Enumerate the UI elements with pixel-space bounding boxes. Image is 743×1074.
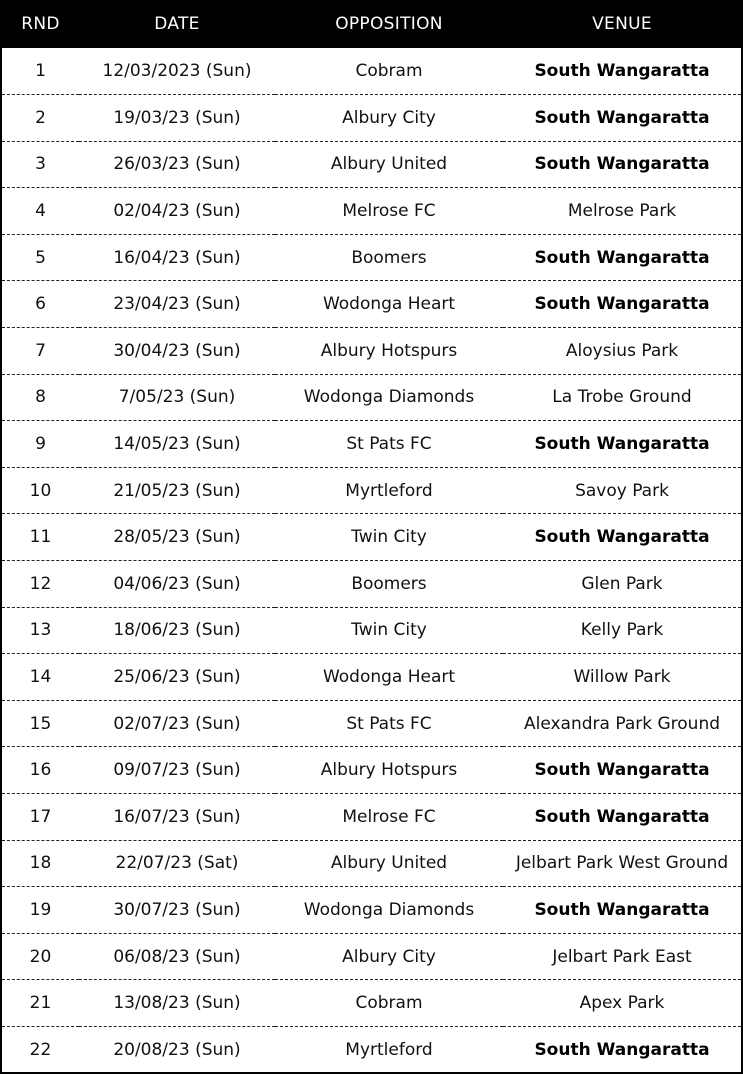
cell-date: 19/03/23 (Sun): [79, 95, 275, 142]
cell-venue: South Wangaratta: [534, 1040, 710, 1061]
cell-opposition: St Pats FC: [275, 700, 503, 747]
cell-opposition: Albury City: [275, 933, 503, 980]
cell-venue: South Wangaratta: [503, 281, 741, 328]
cell-venue: South Wangaratta: [503, 421, 741, 468]
cell-opposition: Myrtleford: [345, 1040, 433, 1061]
cell-round: 20: [2, 933, 79, 980]
cell-opposition: Albury United: [275, 840, 503, 887]
table-row: [2, 980, 741, 1027]
cell-opposition: Albury Hotspurs: [275, 328, 503, 375]
cell-round: 7: [2, 328, 79, 375]
cell-venue: Glen Park: [503, 561, 741, 608]
cell-date: 30/04/23 (Sun): [79, 328, 275, 375]
cell-date: 26/03/23 (Sun): [79, 141, 275, 188]
cell-date: 21/05/23 (Sun): [79, 467, 275, 514]
table-row: [2, 188, 741, 235]
table-row: [2, 421, 741, 468]
cell-opposition: St Pats FC: [275, 421, 503, 468]
cell-venue: Jelbart Park West Ground: [503, 840, 741, 887]
cell-venue: South Wangaratta: [503, 747, 741, 794]
cell-opposition: Wodonga Diamonds: [275, 887, 503, 934]
cell-date: 22/07/23 (Sat): [79, 840, 275, 887]
header-venue: VENUE: [592, 14, 652, 34]
cell-round: 4: [2, 188, 79, 235]
cell-venue: Willow Park: [503, 654, 741, 701]
table-header: [2, 0, 741, 48]
cell-venue: South Wangaratta: [503, 141, 741, 188]
table-row: [2, 700, 741, 747]
table-row: [2, 514, 741, 561]
table-row: [2, 95, 741, 142]
table-row: [2, 933, 741, 980]
cell-date: 7/05/23 (Sun): [79, 374, 275, 421]
cell-opposition: Cobram: [275, 48, 503, 95]
cell-opposition: Albury City: [275, 95, 503, 142]
cell-round: 11: [2, 514, 79, 561]
cell-opposition: Twin City: [275, 514, 503, 561]
table-row: [2, 234, 741, 281]
cell-date: 06/08/23 (Sun): [79, 933, 275, 980]
table-row: [2, 141, 741, 188]
cell-round: 18: [2, 840, 79, 887]
cell-date: 09/07/23 (Sun): [79, 747, 275, 794]
table-row: [2, 1026, 741, 1073]
cell-round: 19: [2, 887, 79, 934]
cell-date: 16/04/23 (Sun): [79, 234, 275, 281]
header-rnd: RND: [21, 14, 60, 34]
cell-date: 20/08/23 (Sun): [113, 1040, 241, 1061]
cell-venue: Jelbart Park East: [503, 933, 741, 980]
cell-date: 02/04/23 (Sun): [79, 188, 275, 235]
cell-venue: South Wangaratta: [503, 514, 741, 561]
table-row: [2, 607, 741, 654]
cell-date: 23/04/23 (Sun): [79, 281, 275, 328]
table-row: [2, 887, 741, 934]
cell-opposition: Wodonga Heart: [275, 654, 503, 701]
cell-round: 14: [2, 654, 79, 701]
table-row: [2, 328, 741, 375]
cell-opposition: Melrose FC: [275, 188, 503, 235]
cell-date: 16/07/23 (Sun): [79, 794, 275, 841]
cell-round: 10: [2, 467, 79, 514]
header-opposition: OPPOSITION: [335, 14, 443, 34]
cell-round: 21: [2, 980, 79, 1027]
cell-date: 04/06/23 (Sun): [79, 561, 275, 608]
cell-round: 1: [2, 48, 79, 95]
table-row: [2, 281, 741, 328]
cell-round: 22: [29, 1040, 52, 1061]
cell-date: 14/05/23 (Sun): [79, 421, 275, 468]
cell-venue: Kelly Park: [503, 607, 741, 654]
cell-venue: Aloysius Park: [503, 328, 741, 375]
cell-round: 16: [2, 747, 79, 794]
cell-opposition: Wodonga Diamonds: [275, 374, 503, 421]
cell-round: 2: [2, 95, 79, 142]
table-row: [2, 794, 741, 841]
header-row: [2, 0, 741, 48]
cell-date: 28/05/23 (Sun): [79, 514, 275, 561]
table-row: [2, 48, 741, 95]
cell-round: 5: [2, 234, 79, 281]
cell-round: 9: [2, 421, 79, 468]
cell-round: 3: [2, 141, 79, 188]
cell-venue: Savoy Park: [503, 467, 741, 514]
table-row: [2, 840, 741, 887]
cell-opposition: Wodonga Heart: [275, 281, 503, 328]
header-date: DATE: [154, 14, 200, 34]
cell-opposition: Melrose FC: [275, 794, 503, 841]
table-row: [2, 374, 741, 421]
table-row: [2, 747, 741, 794]
cell-opposition: Cobram: [275, 980, 503, 1027]
table-row: [2, 654, 741, 701]
cell-round: 12: [2, 561, 79, 608]
cell-round: 17: [2, 794, 79, 841]
cell-opposition: Albury United: [275, 141, 503, 188]
cell-round: 13: [2, 607, 79, 654]
cell-venue: South Wangaratta: [503, 887, 741, 934]
cell-date: 13/08/23 (Sun): [79, 980, 275, 1027]
cell-date: 18/06/23 (Sun): [79, 607, 275, 654]
cell-venue: South Wangaratta: [503, 234, 741, 281]
cell-opposition: Albury Hotspurs: [275, 747, 503, 794]
cell-date: 02/07/23 (Sun): [79, 700, 275, 747]
cell-venue: Alexandra Park Ground: [503, 700, 741, 747]
table-row: [2, 467, 741, 514]
cell-round: 6: [2, 281, 79, 328]
cell-opposition: Boomers: [275, 234, 503, 281]
cell-opposition: Boomers: [275, 561, 503, 608]
cell-venue: La Trobe Ground: [503, 374, 741, 421]
cell-venue: South Wangaratta: [503, 794, 741, 841]
cell-opposition: Twin City: [275, 607, 503, 654]
cell-date: 12/03/2023 (Sun): [79, 48, 275, 95]
table-row: [2, 561, 741, 608]
cell-date: 25/06/23 (Sun): [79, 654, 275, 701]
cell-venue: South Wangaratta: [503, 48, 741, 95]
fixture-table: [2, 0, 741, 1073]
cell-venue: Melrose Park: [503, 188, 741, 235]
table-body: [2, 48, 741, 1073]
cell-round: 15: [2, 700, 79, 747]
cell-venue: South Wangaratta: [503, 95, 741, 142]
cell-venue: Apex Park: [503, 980, 741, 1027]
cell-date: 30/07/23 (Sun): [79, 887, 275, 934]
cell-opposition: Myrtleford: [275, 467, 503, 514]
cell-round: 8: [2, 374, 79, 421]
